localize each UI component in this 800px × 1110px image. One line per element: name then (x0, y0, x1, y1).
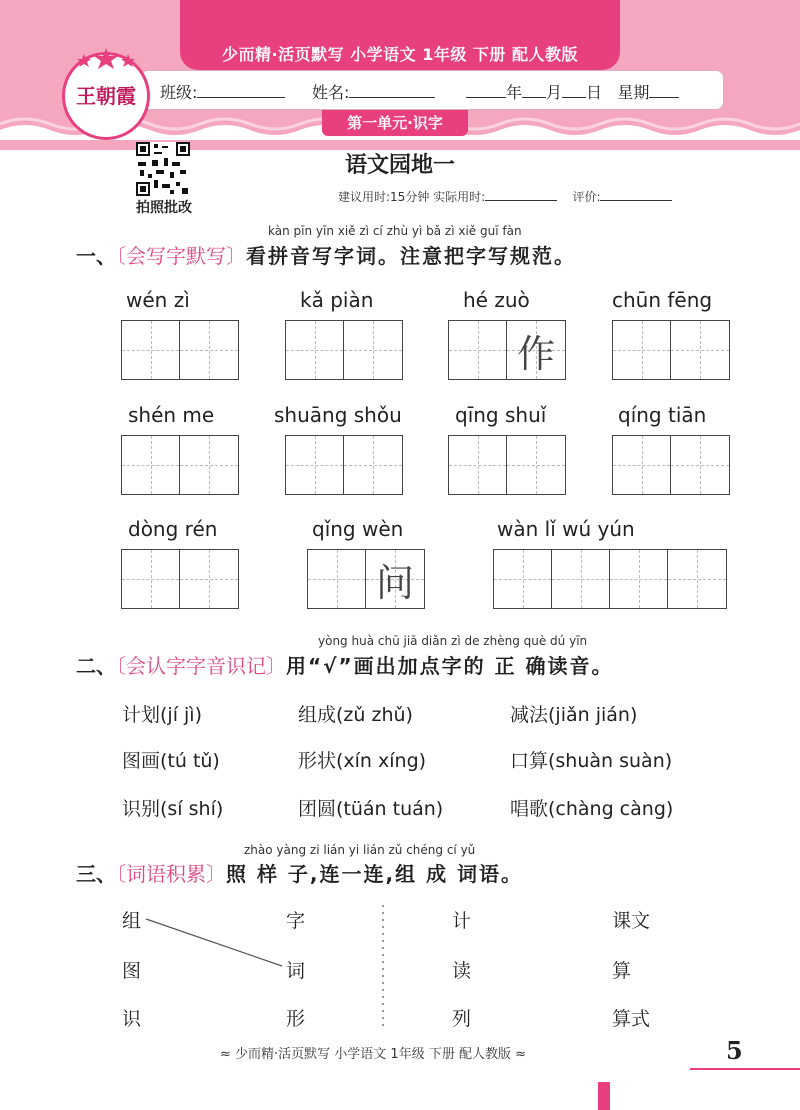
pinyin-label: qǐng wèn (312, 517, 404, 541)
match-left-item[interactable]: 图 (122, 960, 142, 982)
pinyin-label: wàn lǐ wú yún (497, 517, 635, 541)
pronunciation-item[interactable]: 口算(shuàn suàn) (510, 750, 673, 772)
qr-code-icon[interactable] (136, 142, 190, 196)
unit-tab: 第一单元·识字 (322, 110, 468, 136)
writing-box[interactable] (612, 435, 730, 495)
pronunciation-item[interactable]: 图画(tú tǔ) (122, 750, 220, 772)
logo-text: 王朝霞 (76, 84, 136, 108)
writing-box[interactable]: 作 (448, 320, 566, 380)
writing-box[interactable] (612, 320, 730, 380)
writing-box[interactable] (493, 549, 727, 609)
match-right-item[interactable]: 形 (286, 1008, 306, 1030)
page-title: 语文园地一 (344, 153, 455, 178)
pinyin-label: kǎ piàn (300, 288, 374, 312)
date-field[interactable]: 年 月 日 星期 (466, 80, 679, 103)
pronunciation-item[interactable]: 唱歌(chàng càng) (510, 798, 674, 820)
page-number-rule (690, 1068, 800, 1070)
pronunciation-item[interactable]: 形状(xín xíng) (298, 750, 427, 772)
match-right-item[interactable]: 算 (612, 960, 632, 982)
series-title: 少而精·活页默写 小学语文 1年级 下册 配人教版 (222, 45, 578, 64)
writing-box[interactable] (121, 549, 239, 609)
match-left-item[interactable]: 读 (452, 960, 472, 982)
pinyin-label: chūn fēng (612, 288, 713, 312)
section2-pinyin: yòng huà chū jiā diǎn zì de zhèng què dú yīn (318, 634, 588, 648)
match-left-item[interactable]: 组 (122, 910, 142, 932)
logo-crown-icon (62, 46, 150, 70)
name-field[interactable]: 姓名: (312, 80, 435, 103)
class-field[interactable]: 班级: (160, 80, 285, 103)
pronunciation-item[interactable]: 组成(zǔ zhǔ) (298, 704, 413, 726)
bottom-tab (598, 1082, 610, 1110)
pinyin-label: qíng tiān (618, 403, 707, 427)
pronunciation-item[interactable]: 识别(sí shí) (122, 798, 224, 820)
pronunciation-item[interactable]: 减法(jiǎn jián) (510, 704, 638, 726)
match-left-item[interactable]: 列 (452, 1008, 472, 1030)
pinyin-label: hé zuò (463, 288, 530, 312)
time-line: 建议用时:15分钟 实际用时: 评价: (338, 186, 672, 205)
pronunciation-item[interactable]: 团圆(tüán tuán) (298, 798, 444, 820)
pinyin-label: shuāng shǒu (274, 403, 402, 427)
match-right-item[interactable]: 算式 (612, 1008, 651, 1030)
page-number: 5 (726, 1036, 743, 1065)
section1-heading: 一、〔会写字默写〕看拼音写字词。注意把字写规范。 (76, 244, 576, 268)
pinyin-label: dòng rén (128, 517, 218, 541)
writing-box[interactable]: 问 (307, 549, 425, 609)
match-right-item[interactable]: 词 (286, 960, 306, 982)
writing-box[interactable] (448, 435, 566, 495)
match-right-item[interactable]: 课文 (612, 910, 651, 932)
match-right-item[interactable]: 字 (286, 910, 306, 932)
section3-heading: 三、〔词语积累〕照 样 子,连一连,组 成 词语。 (76, 862, 524, 886)
section3-pinyin: zhào yàng zi lián yi lián zǔ chéng cí yǔ (244, 843, 476, 857)
pinyin-label: shén me (128, 403, 215, 427)
pinyin-label: qīng shuǐ (455, 403, 547, 427)
match-left-item[interactable]: 计 (452, 910, 472, 932)
pinyin-label: wén zì (126, 288, 190, 312)
qr-label: 拍照批改 (136, 200, 192, 216)
writing-box[interactable] (285, 320, 403, 380)
footer-text: ≈ 少而精·活页默写 小学语文 1年级 下册 配人教版 ≈ (220, 1047, 526, 1062)
section1-pinyin: kàn pīn yīn xiě zì cí zhù yì bǎ zì xiě guī fàn (268, 224, 522, 238)
match-left-item[interactable]: 识 (122, 1008, 142, 1030)
writing-box[interactable] (285, 435, 403, 495)
writing-box[interactable] (121, 320, 239, 380)
pronunciation-item[interactable]: 计划(jí jì) (122, 704, 202, 726)
writing-box[interactable] (121, 435, 239, 495)
section2-heading: 二、〔会认字字音识记〕用“√”画出加点字的 正 确读音。 (76, 654, 614, 678)
